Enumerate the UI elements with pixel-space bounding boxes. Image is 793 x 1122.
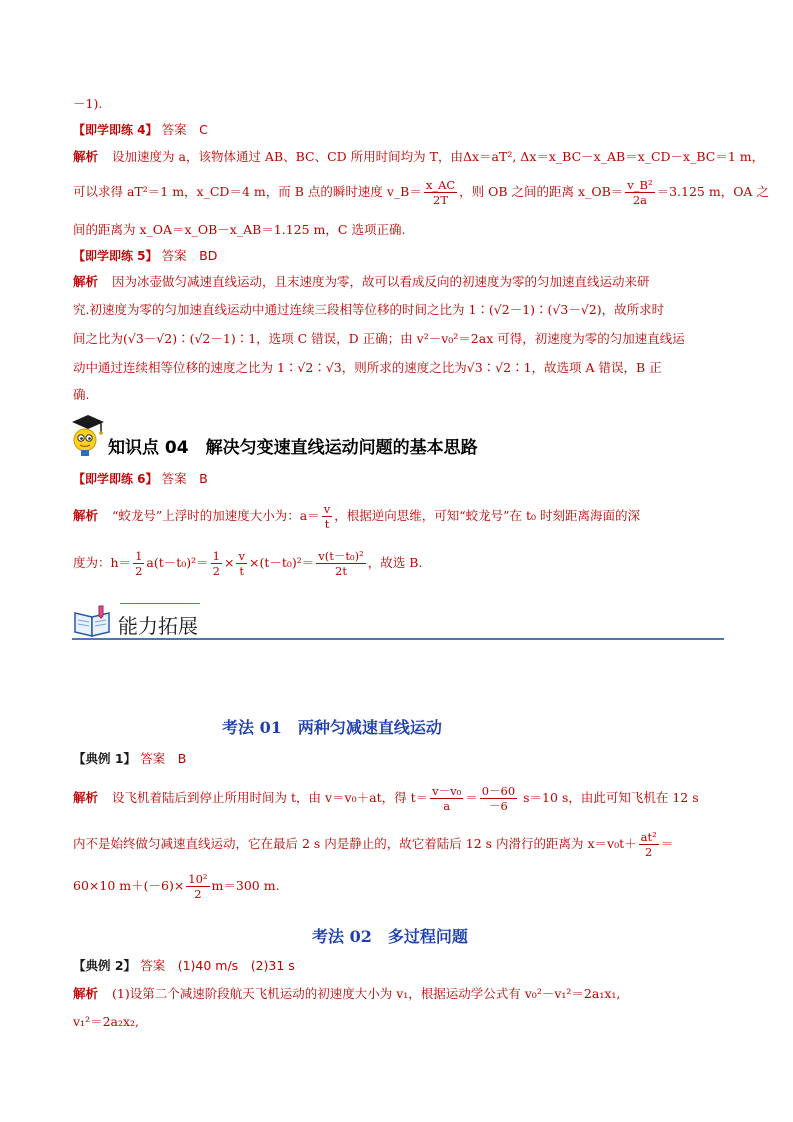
example-label: 【典例 1】 [73,751,137,766]
section-divider [72,638,724,640]
example-1-header [73,749,723,770]
exercise-5-line-5: 确. [73,387,90,402]
jiexi-label: 解析 [73,790,99,805]
answer: 答案 (1)40 m/s (2)31 s [140,958,295,973]
answer: 答案 BD [161,248,218,263]
exercise-4-header [73,120,723,141]
fraction: $\frac{v}{t}$ [323,502,331,531]
exercise-6-line-1: 解析 “蛟龙号”上浮时的加速度大小为：a＝ $\frac{v}{t}$ ，根据逆向思维，可知“蛟龙号”在 t₀ 时刻距离海面的深 [73,502,641,531]
example-2-line-1: 解析 (1)设第二个减速阶段航天飞机运动的初速度大小为 v₁，根据运动学公式有 v₀²－v₁²＝2a₁x₁, [73,986,621,1001]
example-1-line-3: 60×10 m＋(－6)× $\frac{\text{10²}}{2}$ m＝300 m. [73,872,280,901]
answer: 答案 B [140,751,187,766]
scholar-mascot-icon [68,412,108,458]
jiexi-label: 解析 [73,986,99,1001]
example-1-line-2: 内不是始终做匀减速直线运动，它在最后 2 s 内是静止的，故它着陆后 12 s 内滑行的距离为 x＝v₀t＋ $\frac{\text{at²}}{2}$ ＝ [73,830,674,859]
example-1-line-1: 解析 设飞机着陆后到停止所用时间为 t，由 v＝v₀＋at，得 t＝ $\frac{\text{v－v₀}}{a}$ ＝ $\frac{0-60}{-6}$ s＝10 s，由此可知飞机在 12 s [73,784,699,813]
knowledge-point-title: 知识点 04 解决匀变速直线运动问题的基本思路 [108,438,478,458]
example-label: 【典例 2】 [73,958,137,973]
method-01-title: 考法 01 两种匀减速直线运动 [222,718,442,737]
exercise-4-line-3: 间的距离为 x_OA＝x_OB－x_AB＝1.125 m，C 选项正确. [73,222,406,237]
exercise-label: 【即学即练 6】 [73,472,158,486]
ability-section-title: 能力拓展 [118,614,198,638]
exercise-5-header [73,246,723,267]
exercise-6-header [73,469,723,490]
jiexi-label: 解析 [73,274,99,289]
exercise-5-line-4: 动中通过连续相等位移的速度之比为 1∶√2∶√3，则所求的速度之比为√3∶√2∶1，故选项 A 错误，B 正 [73,360,662,375]
exercise-label: 【即学即练 4】 [73,123,158,137]
example-2-line-2: v₁²＝2a₂x₂, [73,1014,140,1029]
exercise-5-line-3: 间之比为(√3－√2)∶(√2－1)∶1，选项 C 错误，D 正确；由 v²－v₀²＝2ax 可得，初速度为零的匀加速直线运 [73,331,685,346]
exercise-label: 【即学即练 5】 [73,249,158,263]
exercise-5-line-1: 解析 因为冰壶做匀减速直线运动，且末速度为零，故可以看成反向的初速度为零的匀加速直线运动来研 [73,274,650,289]
example-2-header [73,956,723,977]
answer: 答案 B [161,471,208,486]
exercise-5-line-2: 究.初速度为零的匀加速直线运动中通过连续三段相等位移的时间之比为 1∶(√2－1)∶(√3－√2)，故所求时 [73,302,665,317]
exercise-6-line-2: 度为：h＝ $\frac{1}{2}$ a(t－t₀)²＝ $\frac{1}{2}$ × $\frac{v}{t}$ ×(t－t₀)²＝ $\frac{\text{v(t－t₀)²}}{2t}$ ，故选 B. [73,549,423,578]
exercise-4-line-1: 解析 设加速度为 a，该物体通过 AB、BC、CD 所用时间均为 T，由Δx＝aT², Δx＝x_BC－x_AB＝x_CD－x_BC＝1 m， [73,149,765,164]
fraction: $\frac{x\_AC}{2T}$ [425,178,456,207]
jiexi-label: 解析 [73,149,99,164]
open-book-icon [72,604,114,638]
section-top-rule [120,603,200,604]
exercise-4-line-2: 可以求得 aT²＝1 m，x_CD＝4 m，而 B 点的瞬时速度 v_B＝ $\frac{x\_AC}{2T}$ ，则 OB 之间的距离 x_OB＝ $\frac{\text{v\_B²}}{2a}$ ＝3.125 m，OA 之 [73,178,769,207]
answer: 答案 C [161,122,208,137]
fraction: $\frac{\text{v\_B²}}{2a}$ [627,178,653,207]
jiexi-label: 解析 [73,508,99,523]
top-fragment: －1). [73,96,103,111]
method-02-title: 考法 02 多过程问题 [312,927,468,946]
